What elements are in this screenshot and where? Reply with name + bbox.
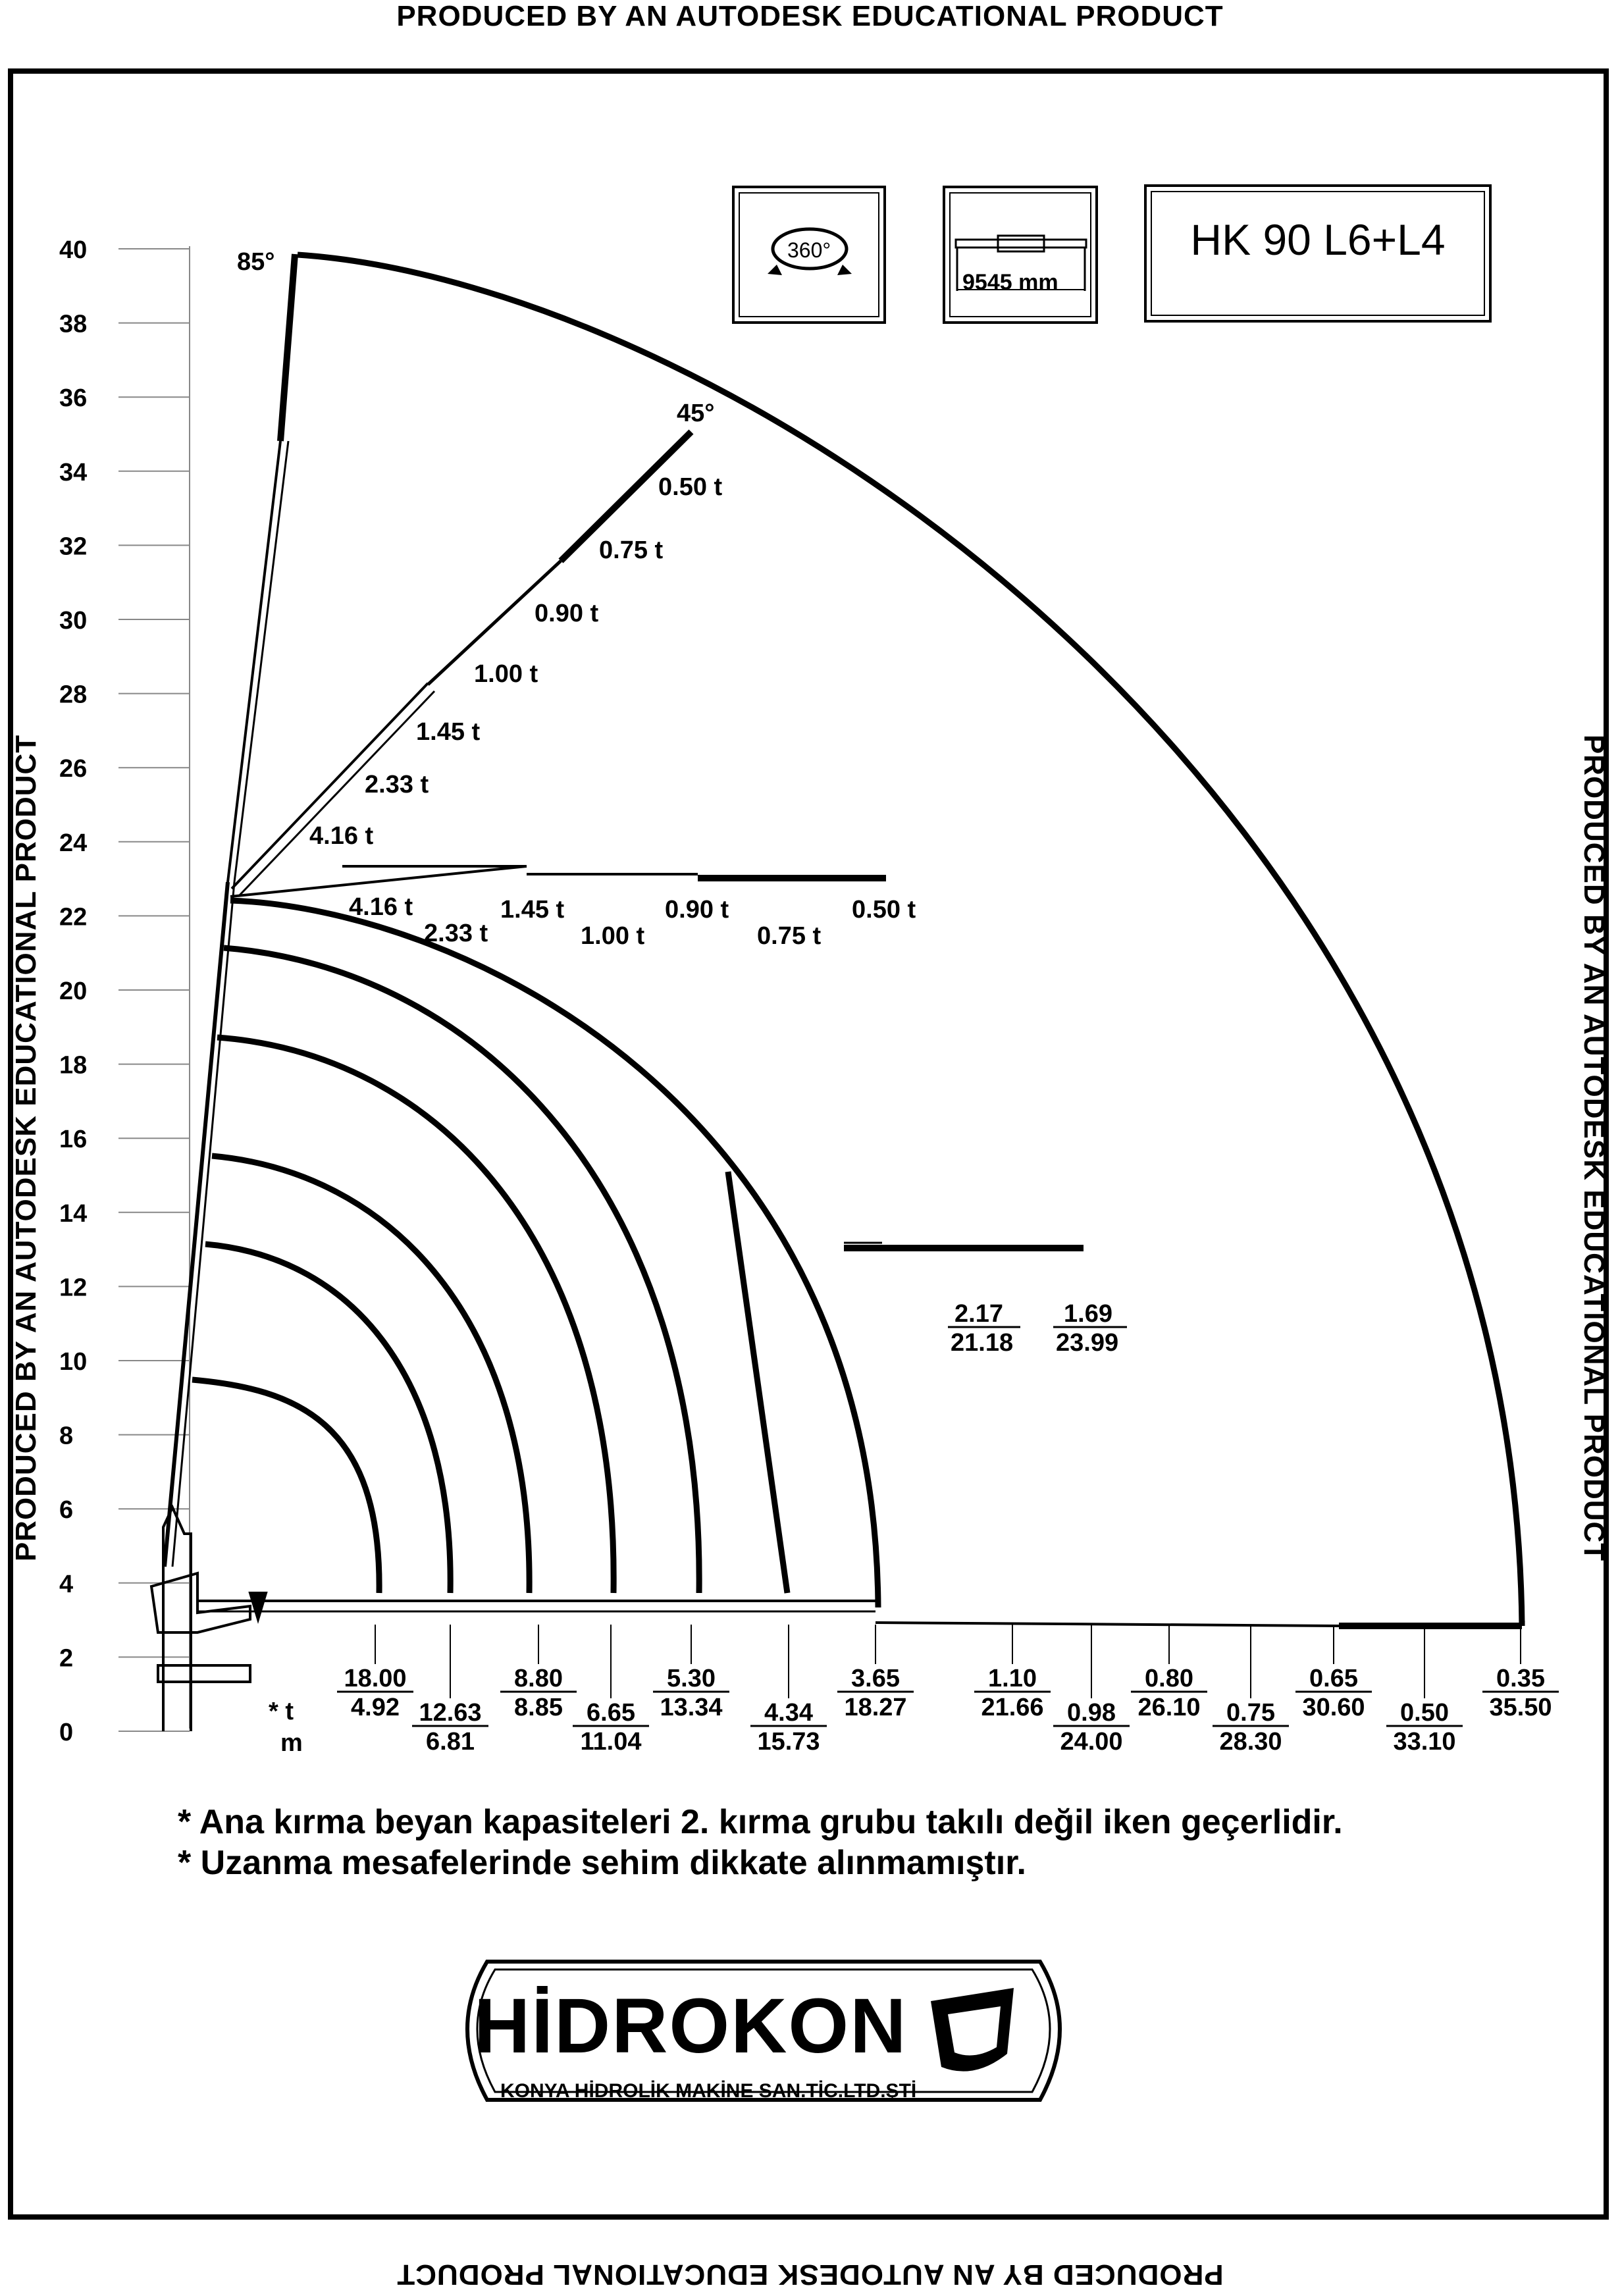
reach-value: 30.60 — [1302, 1694, 1365, 1721]
y-tick-label: 26 — [59, 755, 88, 783]
load-curves — [192, 900, 878, 1607]
load-value: 12.63 — [419, 1699, 482, 1727]
y-tick-label: 12 — [59, 1274, 88, 1302]
load-value: 0.50 — [1400, 1699, 1449, 1727]
boom45-load-2: 0.75 t — [599, 536, 664, 564]
boom-0 — [230, 866, 886, 897]
reach-value: 24.00 — [1060, 1728, 1123, 1756]
boom-85 — [165, 254, 295, 1567]
y-tick-label: 32 — [59, 533, 88, 561]
reach-value: 18.27 — [844, 1694, 907, 1721]
boom0-load-labels — [349, 893, 916, 950]
mid-jib — [844, 1243, 1084, 1248]
load-value: 1.10 — [988, 1665, 1037, 1692]
logo-name: HİDROKON — [474, 1983, 908, 2070]
legend-m: m — [280, 1729, 303, 1757]
boom45-load-3: 0.90 t — [535, 600, 599, 627]
y-tick-label: 24 — [59, 829, 88, 857]
bottom-load-labels — [337, 1625, 1559, 1756]
reach-value: 28.30 — [1219, 1728, 1282, 1756]
y-tick-label: 6 — [59, 1496, 74, 1525]
mid-jib-m1: 21.18 — [951, 1329, 1014, 1357]
y-tick-label: 4 — [59, 1570, 74, 1598]
note-2: * Uzanma mesafelerinde sehim dikkate alınmamıştır. — [178, 1844, 1027, 1882]
y-tick-label: 34 — [59, 458, 88, 486]
load-value: 0.65 — [1309, 1665, 1358, 1692]
boom45-load-5: 1.45 t — [416, 718, 481, 746]
load-value: 4.34 — [764, 1699, 813, 1727]
load-value: 5.30 — [667, 1665, 716, 1692]
note-1: * Ana kırma beyan kapasiteleri 2. kırma grubu takılı değil iken geçerlidir. — [178, 1803, 1343, 1841]
reach-value: 35.50 — [1489, 1694, 1552, 1721]
y-tick-label: 22 — [59, 903, 88, 931]
y-tick-label: 16 — [59, 1126, 88, 1154]
y-tick-label: 10 — [59, 1348, 88, 1376]
boom0-load-3: 1.45 t — [500, 896, 565, 924]
load-value: 8.80 — [514, 1665, 563, 1692]
load-value: 3.65 — [851, 1665, 900, 1692]
boom45-load-labels — [309, 473, 723, 850]
boom0-load-4: 1.00 t — [581, 922, 645, 950]
watermark-left: PRODUCED BY AN AUTODESK EDUCATIONAL PRODUCT — [10, 734, 42, 1562]
logo-subtitle: KONYA HİDROLİK MAKİNE SAN.TİC.LTD.ŞTİ — [500, 2080, 917, 2102]
y-tick-label: 0 — [59, 1719, 74, 1746]
angle-85-label: 85° — [237, 248, 275, 276]
y-tick-label: 14 — [59, 1199, 88, 1228]
boom0-load-6: 0.75 t — [757, 922, 822, 950]
boom45-load-1: 0.50 t — [658, 473, 723, 501]
y-tick-label: 18 — [59, 1051, 88, 1080]
load-value: 0.80 — [1145, 1665, 1193, 1692]
y-tick-label: 36 — [59, 384, 88, 413]
load-value: 0.98 — [1067, 1699, 1116, 1727]
reach-value: 8.85 — [514, 1694, 563, 1721]
reach-value: 11.04 — [580, 1728, 642, 1756]
mid-jib-m2: 23.99 — [1056, 1329, 1119, 1357]
y-tick-label: 28 — [59, 681, 88, 709]
reach-value: 13.34 — [660, 1694, 723, 1721]
mid-jib-labels — [948, 1300, 1127, 1357]
reach-value: 33.10 — [1393, 1728, 1456, 1756]
reach-value: 6.81 — [426, 1728, 475, 1756]
reach-value: 15.73 — [757, 1728, 820, 1756]
outrigger-width-label: 9545 mm — [962, 270, 1058, 295]
reach-value: 21.66 — [981, 1694, 1044, 1721]
load-value: 6.65 — [587, 1699, 635, 1727]
boom-45 — [232, 432, 691, 897]
boom45-load-4: 1.00 t — [474, 660, 538, 688]
load-value: 0.35 — [1496, 1665, 1545, 1692]
mid-jib-t1: 2.17 — [954, 1300, 1003, 1328]
reach-value: 4.92 — [351, 1694, 400, 1721]
watermark-right: PRODUCED BY AN AUTODESK EDUCATIONAL PRODUCT — [1578, 734, 1610, 1562]
legend-t: * t — [269, 1698, 294, 1725]
y-tick-label: 30 — [59, 607, 88, 635]
y-tick-label: 8 — [59, 1422, 74, 1450]
angle-45-label: 45° — [677, 400, 715, 427]
load-value: 0.75 — [1226, 1699, 1275, 1727]
boom0-load-5: 0.90 t — [665, 896, 729, 924]
boom45-load-7: 4.16 t — [309, 822, 374, 850]
watermark-bottom: PRODUCED BY AN AUTODESK EDUCATIONAL PRODUCT — [396, 2258, 1224, 2291]
reach-value: 26.10 — [1137, 1694, 1201, 1721]
y-tick-label: 38 — [59, 310, 88, 338]
rotation-label: 360° — [787, 238, 831, 262]
y-tick-label: 20 — [59, 978, 88, 1005]
y-tick-label: 40 — [59, 236, 88, 264]
load-value: 18.00 — [344, 1665, 407, 1692]
boom45-load-6: 2.33 t — [365, 771, 429, 798]
boom0-load-7: 0.50 t — [852, 896, 916, 924]
boom-horizontal — [197, 1601, 1522, 1626]
boom0-load-1: 4.16 t — [349, 893, 413, 921]
boom0-load-2: 2.33 t — [424, 920, 488, 947]
model-name: HK 90 L6+L4 — [1190, 215, 1446, 264]
y-tick-label: 2 — [59, 1644, 74, 1673]
watermark-top: PRODUCED BY AN AUTODESK EDUCATIONAL PRODUCT — [396, 0, 1224, 32]
mid-jib-t2: 1.69 — [1064, 1300, 1112, 1328]
